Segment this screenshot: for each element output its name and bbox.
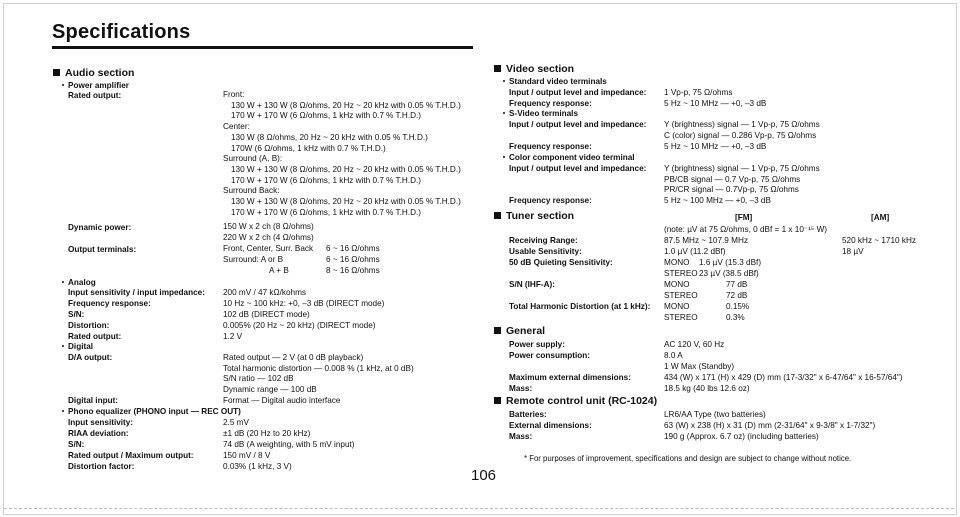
cc-freq-value: 5 Hz ~ 100 MHz — +0, –3 dB [664,196,771,205]
video-section-heading [494,63,574,75]
digital-input-label: Digital input: [68,396,119,405]
bullet-icon [62,410,64,412]
phono-row-value: 2.5 mV [223,418,249,427]
dynamic-power-line: 220 W x 2 ch (4 Ω/ohms) [223,232,314,242]
analog-row-label: S/N: [68,310,85,319]
output-terminals-l2-left: Surround: A or B [223,255,284,264]
phono-row-value: ±1 dB (20 Hz to 20 kHz) [223,429,311,438]
sn-stereo-mode: STEREO [664,291,698,300]
bottom-edge-divider [4,508,954,509]
thd-stereo-value: 0.3% [726,313,745,322]
sn-label: S/N (IHF-A): [509,280,555,289]
sn-stereo-value: 72 dB [726,291,748,300]
power-supply-value: AC 120 V, 60 Hz [664,340,725,349]
usable-fm: 1.0 µV (11.2 dBf) [664,247,726,256]
cc-io-label: Input / output level and impedance: [509,164,647,173]
std-io-label: Input / output level and impedance: [509,88,647,97]
am-column-header: [AM] [871,213,890,222]
audio-section-heading [53,67,134,79]
phono-row-label: RIAA deviation: [68,429,129,438]
std-io-value: 1 Vp-p, 75 Ω/ohms [664,88,733,97]
receiving-fm: 87.5 MHz ~ 107.9 MHz [664,236,748,245]
analog-row-value: 200 mV / 47 kΩ/kohms [223,288,307,297]
power-amplifier-text: Power amplifier [68,81,129,90]
sv-io-label: Input / output level and impedance: [509,120,647,129]
rated-output-line: 130 W + 130 W (8 Ω/ohms, 20 Hz ~ 20 kHz with 0.05 % T.H.D.) [231,197,461,207]
da-output-line: Total harmonic distortion — 0.008 % (1 kHz, at 0 dB) [223,363,414,373]
output-terminals-label: Output terminals: [68,245,137,254]
power-supply-label: Power supply: [509,340,565,349]
footnote: * For purposes of improvement, specifications and design are subject to change without notice. [524,454,852,463]
standard-video-heading [503,77,607,86]
sv-freq-label: Frequency response: [509,142,592,151]
bullet-icon [503,112,505,114]
remote-dimensions-label: External dimensions: [509,421,592,430]
bullet-icon [503,80,505,82]
general-dimensions-label: Maximum external dimensions: [509,373,631,382]
svideo-text: S-Video terminals [509,109,579,118]
bullet-icon [62,345,64,347]
da-output-value [223,353,414,396]
digital-heading [62,342,93,351]
dynamic-power-value [223,222,314,243]
phono-row-label: Input sensitivity: [68,418,134,427]
analog-row-value: 10 Hz ~ 100 kHz: +0, –3 dB (DIRECT mode) [223,299,385,308]
fm-column-header: [FM] [735,213,753,222]
output-terminals-l3-right: 8 ~ 16 Ω/ohms [326,266,380,275]
svideo-heading [503,109,578,118]
phono-row-value: 150 mV / 8 V [223,451,271,460]
rated-output-line: 170 W + 170 W (6 Ω/ohms, 1 kHz with 0.7 % T.H.D.) [231,111,422,121]
dynamic-power-line: 150 W x 2 ch (8 Ω/ohms) [223,222,314,231]
analog-row-value: 0.005% (20 Hz ~ 20 kHz) (DIRECT mode) [223,321,376,330]
general-heading-text: General [506,325,546,337]
phono-heading [62,407,241,416]
sv-freq-value: 5 Hz ~ 10 MHz — +0, –3 dB [664,142,767,151]
std-freq-value: 5 Hz ~ 10 MHz — +0, –3 dB [664,99,767,108]
general-dimensions-value: 434 (W) x 171 (H) x 429 (D) mm (17-3/32" x 6-47/64" x 16-57/64") [664,373,903,382]
sn-mono-mode: MONO [664,280,690,289]
analog-row-label: Input sensitivity / input impedance: [68,288,205,297]
cc-io-line: PB/CB signal — 0.7 Vp-p, 75 Ω/ohms [664,174,801,184]
remote-section-heading [494,395,657,407]
general-section-heading [494,325,545,337]
page-title: Specifications [52,21,191,43]
bullet-icon [503,156,505,158]
consumption-value [664,351,734,372]
output-terminals-l1-right: 6 ~ 16 Ω/ohms [326,244,380,253]
phono-row-value: 74 dB (A weighting, with 5 mV input) [223,440,355,449]
thd-mono-mode: MONO [664,302,690,311]
quieting-stereo-value: 23 µV (38.5 dBf) [699,269,759,278]
bullet-icon [62,84,64,86]
usable-am: 18 µV [842,247,864,256]
analog-heading-text: Analog [68,278,96,287]
rated-output-line: Front: [223,90,245,99]
output-terminals-l2-right: 6 ~ 16 Ω/ohms [326,255,380,264]
tuner-note: (note: µV at 75 Ω/ohms, 0 dBf = 1 x 10⁻¹⁵ W) [664,225,828,234]
bullet-icon [62,281,64,283]
usable-label: Usable Sensitivity: [509,247,582,256]
video-heading-text: Video section [506,63,575,75]
digital-heading-text: Digital [68,342,94,351]
cc-freq-label: Frequency response: [509,196,592,205]
phono-heading-text: Phono equalizer (PHONO input — REC OUT) [68,407,241,416]
rated-output-line: 130 W + 130 W (8 Ω/ohms, 20 Hz ~ 20 kHz with 0.05 % T.H.D.) [231,100,461,110]
batteries-value: LR6/AA Type (two batteries) [664,410,766,419]
rated-output-line: Surround (A, B): [223,154,283,164]
power-amplifier-heading [62,81,129,90]
rated-output-line: 170W (6 Ω/ohms, 1 kHz with 0.7 % T.H.D.) [231,143,386,153]
rated-output-line: Center: [223,122,250,132]
phono-row-value: 0.03% (1 kHz, 3 V) [223,462,292,471]
receiving-am: 520 kHz ~ 1710 kHz [842,236,916,245]
audio-heading-text: Audio section [65,67,135,79]
sv-io-value [664,120,820,141]
rated-output-line: 170 W + 170 W (6 Ω/ohms, 1 kHz with 0.7 % T.H.D.) [231,175,422,185]
analog-row-value: 1.2 V [223,332,243,341]
phono-row-label: Rated output / Maximum output: [68,451,194,460]
dynamic-power-label: Dynamic power: [68,223,132,232]
consumption-line: 8.0 A [664,351,683,360]
output-terminals-l3-left: A + B [269,266,289,275]
quieting-mono-value: 1.6 µV (15.3 dBf) [699,258,762,267]
phono-row-label: S/N: [68,440,85,449]
analog-row-label: Distortion: [68,321,110,330]
da-output-label: D/A output: [68,353,113,362]
spec-page [3,3,957,515]
analog-heading [62,278,96,287]
remote-heading-text: Remote control unit (RC-1024) [506,395,658,407]
rated-output-line: Surround Back: [223,186,280,196]
quieting-stereo-mode: STEREO [664,269,698,278]
rated-output-value [223,90,461,218]
cc-io-value [664,164,820,196]
consumption-label: Power consumption: [509,351,590,360]
section-bullet-icon [494,212,501,219]
cc-io-line: PR/CR signal — 0.7Vp-p, 75 Ω/ohms [664,185,799,195]
rated-output-label: Rated output: [68,91,122,100]
component-text: Color component video terminal [509,153,635,162]
page-number: 106 [471,467,497,484]
sn-mono-value: 77 dB [726,280,748,289]
rated-output-line: 130 W (8 Ω/ohms, 20 Hz ~ 20 kHz with 0.05 % T.H.D.) [231,132,428,142]
remote-mass-label: Mass: [509,432,533,441]
digital-input-value: Format — Digital audio interface [223,396,341,405]
da-output-line: S/N ratio — 102 dB [223,374,294,384]
tuner-heading-text: Tuner section [506,210,575,222]
section-bullet-icon [494,327,501,334]
title-underline [52,46,473,49]
thd-stereo-mode: STEREO [664,313,698,322]
sv-io-line: C (color) signal — 0.286 Vp-p, 75 Ω/ohms [664,130,817,140]
general-mass-value: 18.5 kg (40 lbs 12.6 oz) [664,384,750,393]
remote-dimensions-value: 63 (W) x 238 (H) x 31 (D) mm (2-31/64" x 9-3/8" x 1-7/32") [664,421,876,430]
analog-row-label: Rated output: [68,332,122,341]
analog-row-label: Frequency response: [68,299,151,308]
phono-row-label: Distortion factor: [68,462,135,471]
batteries-label: Batteries: [509,410,547,419]
standard-video-text: Standard video terminals [509,77,607,86]
remote-mass-value: 190 g (Approx. 6.7 oz) (including batteries) [664,432,819,441]
consumption-line: 1 W Max (Standby) [664,361,735,371]
component-heading [503,153,635,162]
general-mass-label: Mass: [509,384,533,393]
section-bullet-icon [494,65,501,72]
da-output-line: Dynamic range — 100 dB [223,385,317,395]
receiving-label: Receiving Range: [509,236,578,245]
section-bullet-icon [494,397,501,404]
thd-mono-value: 0.15% [726,302,750,311]
std-freq-label: Frequency response: [509,99,592,108]
rated-output-line: 130 W + 130 W (8 Ω/ohms, 20 Hz ~ 20 kHz with 0.05 % T.H.D.) [231,164,461,174]
da-output-line: Rated output — 2 V (at 0 dB playback) [223,353,364,362]
section-bullet-icon [53,69,60,76]
thd-label: Total Harmonic Distortion (at 1 kHz): [509,302,651,311]
rated-output-line: 170 W + 170 W (6 Ω/ohms, 1 kHz with 0.7 % T.H.D.) [231,207,422,217]
tuner-section-heading [494,210,574,222]
quieting-label: 50 dB Quieting Sensitivity: [509,258,613,267]
quieting-mono-mode: MONO [664,258,690,267]
analog-row-value: 102 dB (DIRECT mode) [223,310,310,319]
cc-io-line: Y (brightness) signal — 1 Vp-p, 75 Ω/ohms [664,164,820,173]
output-terminals-l1-left: Front, Center, Surr. Back [223,244,314,253]
sv-io-line: Y (brightness) signal — 1 Vp-p, 75 Ω/ohms [664,120,820,129]
